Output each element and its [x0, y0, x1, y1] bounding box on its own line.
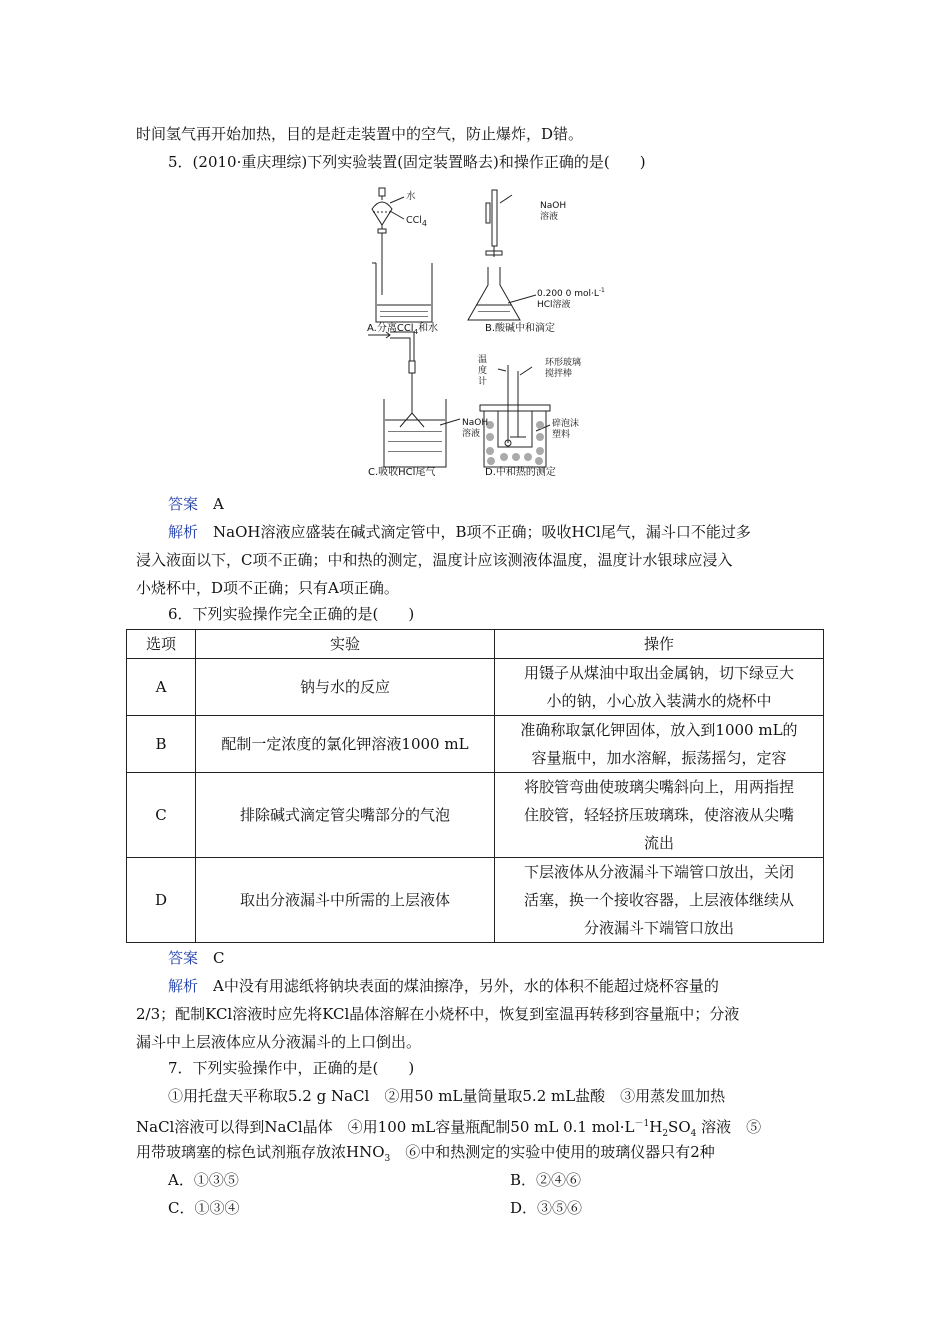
q6-analysis-line-1: 解析 A中没有用滤纸将钠块表面的煤油擦净，另外，水的体积不能超过烧杯容量的	[168, 977, 719, 995]
c-naoh-label: NaOH 溶液	[462, 418, 489, 439]
q5-analysis-line-2: 浸入液面以下，C项不正确；中和热的测定，温度计应该测液体温度，温度计水银球应浸入	[136, 551, 733, 569]
row-experiment: 配制一定浓度的氯化钾溶液1000 mL	[196, 716, 495, 773]
d-thermometer-label: 温 度 计	[478, 355, 488, 387]
a-stopcock	[378, 225, 386, 233]
q6-table	[126, 629, 824, 943]
row-option: B	[127, 716, 196, 773]
b-naoh-label: NaOH 溶液	[540, 201, 567, 222]
table-row	[127, 716, 824, 773]
d-caption: D.中和热的测定	[485, 467, 556, 478]
a-caption: A.分离CCl$_4$和水	[367, 323, 439, 336]
row-experiment: 取出分液漏斗中所需的上层液体	[196, 858, 495, 943]
q7-line-1: ①用托盘天平称取5.2 g NaCl ②用50 mL量筒量取5.2 mL盐酸 ③用蒸发皿加热	[168, 1087, 726, 1105]
d-stirrer-label: 环形玻璃 搅拌棒	[545, 358, 582, 379]
q7-option-c[interactable]: C．①③④	[168, 1199, 240, 1217]
a-label-water: 水	[406, 191, 416, 202]
table-row	[127, 858, 824, 943]
b-flask	[468, 267, 520, 320]
d-lid	[480, 405, 550, 411]
row-operation: 将胶管弯曲使玻璃尖嘴斜向上，用两指捏 住胶管，轻轻挤压玻璃珠，使溶液从尖嘴 流出	[495, 773, 824, 858]
c-caption: C.吸收HCl尾气	[368, 467, 436, 478]
q5-answer: 答案 A	[168, 495, 224, 513]
row-operation: 用镊子从煤油中取出金属钠，切下绿豆大 小的钠，小心放入装满水的烧杯中	[495, 659, 824, 716]
q6-analysis-line-2: 2/3；配制KCl溶液时应先将KCl晶体溶解在小烧杯中，恢复到室温再转移到容量瓶中；分液	[136, 1005, 740, 1023]
answer-label: 答案	[168, 495, 199, 513]
d-foam-pellets	[486, 421, 544, 465]
b-caption: B.酸碱中和滴定	[485, 323, 556, 334]
q5-analysis-line-1: 解析 NaOH溶液应盛装在碱式滴定管中，B项不正确；吸收HCl尾气，漏斗口不能过多	[168, 523, 751, 541]
q7-option-a[interactable]: A．①③⑤	[168, 1171, 239, 1189]
a-label-ccl4: CCl$_4$	[406, 215, 427, 228]
q7-stem: 7．下列实验操作中，正确的是( )	[168, 1059, 415, 1077]
a-beaker	[376, 263, 432, 322]
q7-line-3: 用带玻璃塞的棕色试剂瓶存放浓$HNO_3$ ⑥中和热测定的实验中使用的玻璃仪器只有2种	[136, 1143, 715, 1164]
row-option: A	[127, 659, 196, 716]
d-inner-beaker	[498, 411, 532, 447]
a-stopper	[379, 188, 385, 196]
row-option: C	[127, 773, 196, 858]
analysis-label: 解析	[168, 977, 199, 995]
q7-option-d[interactable]: D．③⑤⑥	[510, 1199, 583, 1217]
intro-line: 时间氢气再开始加热，目的是赶走装置中的空气，防止爆炸，D错。	[136, 125, 584, 143]
answer-label: 答案	[168, 949, 199, 967]
row-option: D	[127, 858, 196, 943]
row-experiment: 钠与水的反应	[196, 659, 495, 716]
d-foam-label: 碎泡沫 塑料	[552, 419, 580, 440]
q6-stem: 6．下列实验操作完全正确的是( )	[168, 605, 415, 623]
table-row	[127, 773, 824, 858]
q7-line-2: NaCl溶液可以得到NaCl晶体 ④用100 mL容量瓶配制50 mL 0.1 $mol\cdot L^{-1}H_2SO_4$ 溶液 ⑤	[136, 1118, 762, 1139]
header-experiment: 实验	[196, 630, 495, 659]
a-funnel-body	[372, 196, 392, 225]
row-operation: 准确称取氯化钾固体，放入到1000 mL的 容量瓶中，加水溶解，振荡摇匀，定容	[495, 716, 824, 773]
d-stirrer	[510, 371, 526, 437]
header-operation: 操作	[495, 630, 824, 659]
b-burette	[492, 190, 497, 246]
analysis-label: 解析	[168, 523, 199, 541]
q6-analysis-line-3: 漏斗中上层液体应从分液漏斗的上口倒出。	[136, 1033, 422, 1051]
q6-answer: 答案 C	[168, 949, 225, 967]
c-beaker	[384, 399, 446, 467]
row-experiment: 排除碱式滴定管尖嘴部分的气泡	[196, 773, 495, 858]
b-hcl-label: 0.200 0 $mol\cdot L^{-1}$ HCl溶液	[537, 287, 605, 310]
q5-analysis-line-3: 小烧杯中，D项不正确；只有A项正确。	[136, 579, 399, 597]
q7-option-b[interactable]: B．②④⑥	[510, 1171, 582, 1189]
row-operation: 下层液体从分液漏斗下端管口放出，关闭 活塞，换一个接收容器，上层液体继续从 分液漏斗下端管口放出	[495, 858, 824, 943]
table-row	[127, 659, 824, 716]
q5-stem: 5．(2010·重庆理综)下列实验装置(固定装置略去)和操作正确的是( )	[168, 153, 646, 171]
header-option: 选项	[127, 630, 196, 659]
table-header-row	[127, 630, 824, 659]
c-funnel	[400, 373, 424, 427]
